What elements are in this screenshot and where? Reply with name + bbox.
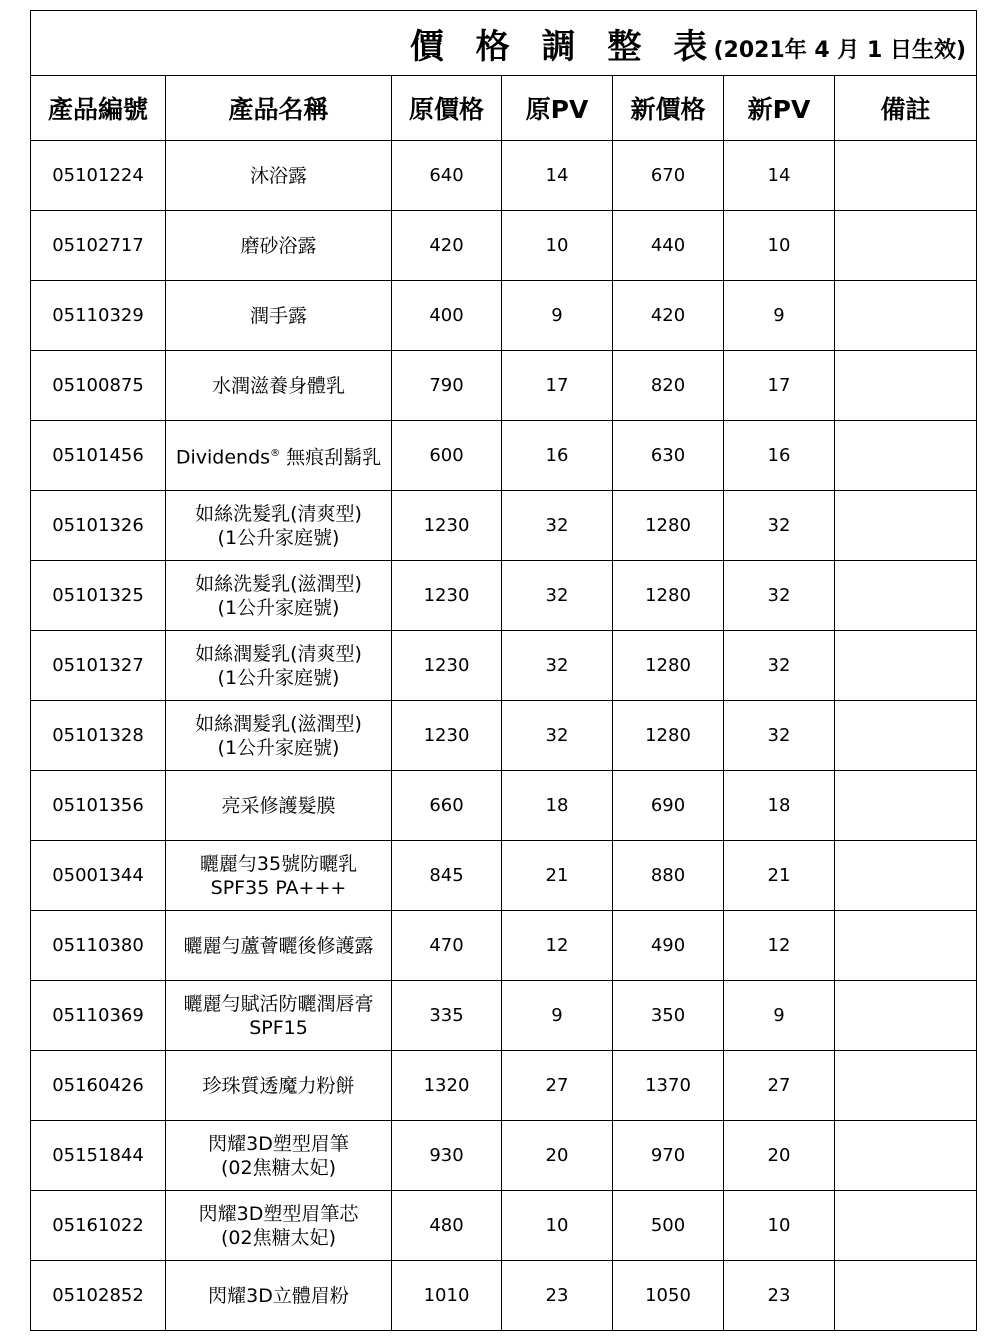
old-price-cell: 420 bbox=[392, 211, 502, 281]
old-price-cell: 335 bbox=[392, 981, 502, 1051]
old-pv-cell: 32 bbox=[502, 631, 613, 701]
product-name-cell bbox=[166, 211, 392, 281]
old-pv-cell: 10 bbox=[502, 1191, 613, 1261]
note-cell bbox=[835, 561, 977, 631]
product-name-line-2: (02焦糖太妃) bbox=[220, 1226, 336, 1249]
product-name-cell bbox=[166, 1051, 392, 1121]
old-price-cell: 930 bbox=[392, 1121, 502, 1191]
header-product-code: 產品編號 bbox=[31, 76, 166, 141]
product-name-line-1: 珍珠質透魔力粉餅 bbox=[202, 1074, 355, 1097]
new-price-cell: 880 bbox=[613, 841, 724, 911]
table-row bbox=[31, 141, 977, 211]
new-price-cell: 1280 bbox=[613, 561, 724, 631]
product-name-line-2: (1公升家庭號) bbox=[217, 526, 340, 549]
new-price-cell: 970 bbox=[613, 1121, 724, 1191]
note-cell bbox=[835, 1121, 977, 1191]
header-product-name: 產品名稱 bbox=[166, 76, 392, 141]
product-code-cell: 05101224 bbox=[31, 141, 166, 211]
new-pv-cell: 27 bbox=[724, 1051, 835, 1121]
note-cell bbox=[835, 981, 977, 1051]
product-name-cell bbox=[166, 351, 392, 421]
note-cell bbox=[835, 281, 977, 351]
product-name-line-2: (1公升家庭號) bbox=[217, 736, 340, 759]
table-row bbox=[31, 561, 977, 631]
new-pv-cell: 20 bbox=[724, 1121, 835, 1191]
old-price-cell: 1230 bbox=[392, 561, 502, 631]
product-code-cell: 05101326 bbox=[31, 491, 166, 561]
effective-date: (2021年 4 月 1 日生效) bbox=[713, 38, 967, 63]
product-name-line-1: 沐浴露 bbox=[249, 164, 307, 187]
old-price-cell: 1230 bbox=[392, 491, 502, 561]
header-new-price: 新價格 bbox=[613, 76, 724, 141]
product-name-cell bbox=[166, 911, 392, 981]
table-row bbox=[31, 771, 977, 841]
note-cell bbox=[835, 351, 977, 421]
note-cell bbox=[835, 211, 977, 281]
new-pv-cell: 17 bbox=[724, 351, 835, 421]
product-name-line-1: 閃耀3D塑型眉筆 bbox=[208, 1132, 349, 1155]
product-name-cell bbox=[166, 1121, 392, 1191]
note-cell bbox=[835, 1261, 977, 1331]
price-adjustment-table bbox=[30, 10, 977, 1331]
new-price-cell: 350 bbox=[613, 981, 724, 1051]
product-name-line-2: SPF15 bbox=[249, 1016, 308, 1039]
new-pv-cell: 23 bbox=[724, 1261, 835, 1331]
table-row bbox=[31, 421, 977, 491]
old-pv-cell: 23 bbox=[502, 1261, 613, 1331]
product-name-cell bbox=[166, 701, 392, 771]
old-pv-cell: 20 bbox=[502, 1121, 613, 1191]
new-pv-cell: 10 bbox=[724, 211, 835, 281]
old-price-cell: 640 bbox=[392, 141, 502, 211]
table-row bbox=[31, 211, 977, 281]
note-cell bbox=[835, 1191, 977, 1261]
product-code-cell: 05110380 bbox=[31, 911, 166, 981]
new-price-cell: 500 bbox=[613, 1191, 724, 1261]
page-title: 價 格 調 整 表 bbox=[409, 26, 718, 67]
product-name-line-1: 如絲潤髮乳(滋潤型) bbox=[195, 712, 362, 735]
old-price-cell: 1230 bbox=[392, 631, 502, 701]
old-price-cell: 1010 bbox=[392, 1261, 502, 1331]
product-code-cell: 05161022 bbox=[31, 1191, 166, 1261]
table-row bbox=[31, 701, 977, 771]
product-name-cell bbox=[166, 1191, 392, 1261]
new-pv-cell: 32 bbox=[724, 631, 835, 701]
old-pv-cell: 18 bbox=[502, 771, 613, 841]
old-price-cell: 790 bbox=[392, 351, 502, 421]
table-row bbox=[31, 281, 977, 351]
product-name-cell bbox=[166, 1261, 392, 1331]
product-name-line-1: 曬麗勻35號防曬乳 bbox=[199, 852, 358, 875]
old-price-cell: 480 bbox=[392, 1191, 502, 1261]
new-price-cell: 670 bbox=[613, 141, 724, 211]
product-code-cell: 05100875 bbox=[31, 351, 166, 421]
new-pv-cell: 12 bbox=[724, 911, 835, 981]
product-name-line-1: 磨砂浴露 bbox=[240, 234, 317, 257]
header-note: 備註 bbox=[835, 76, 977, 141]
product-name-cell bbox=[166, 841, 392, 911]
product-name-line-2: (1公升家庭號) bbox=[217, 596, 340, 619]
old-pv-cell: 16 bbox=[502, 421, 613, 491]
product-name-line-1: 曬麗勻賦活防曬潤唇膏 bbox=[183, 992, 374, 1015]
new-pv-cell: 21 bbox=[724, 841, 835, 911]
title-row bbox=[31, 11, 977, 76]
note-cell bbox=[835, 141, 977, 211]
product-name-line-1: 亮采修護髮膜 bbox=[221, 794, 336, 817]
new-price-cell: 690 bbox=[613, 771, 724, 841]
old-pv-cell: 9 bbox=[502, 281, 613, 351]
new-price-cell: 490 bbox=[613, 911, 724, 981]
note-cell bbox=[835, 631, 977, 701]
product-code-cell: 05101356 bbox=[31, 771, 166, 841]
old-pv-cell: 10 bbox=[502, 211, 613, 281]
product-name-cell bbox=[166, 631, 392, 701]
header-old-price: 原價格 bbox=[392, 76, 502, 141]
old-pv-cell: 27 bbox=[502, 1051, 613, 1121]
old-pv-cell: 14 bbox=[502, 141, 613, 211]
note-cell bbox=[835, 1051, 977, 1121]
product-name-cell bbox=[166, 141, 392, 211]
old-price-cell: 400 bbox=[392, 281, 502, 351]
note-cell bbox=[835, 771, 977, 841]
table-row bbox=[31, 1121, 977, 1191]
new-pv-cell: 9 bbox=[724, 981, 835, 1051]
old-pv-cell: 32 bbox=[502, 701, 613, 771]
new-pv-cell: 32 bbox=[724, 701, 835, 771]
old-price-cell: 1230 bbox=[392, 701, 502, 771]
old-price-cell: 1320 bbox=[392, 1051, 502, 1121]
old-pv-cell: 9 bbox=[502, 981, 613, 1051]
old-price-cell: 845 bbox=[392, 841, 502, 911]
old-pv-cell: 32 bbox=[502, 491, 613, 561]
new-price-cell: 1050 bbox=[613, 1261, 724, 1331]
note-cell bbox=[835, 421, 977, 491]
table-row bbox=[31, 981, 977, 1051]
product-name-line-2: (1公升家庭號) bbox=[217, 666, 340, 689]
product-code-cell: 05001344 bbox=[31, 841, 166, 911]
header-old-pv: 原PV bbox=[502, 76, 613, 141]
table-row bbox=[31, 1261, 977, 1331]
product-name-line-2: SPF35 PA+++ bbox=[210, 876, 347, 899]
note-cell bbox=[835, 491, 977, 561]
header-row bbox=[31, 76, 977, 141]
product-name-cell bbox=[166, 981, 392, 1051]
product-name-line-1: 閃耀3D立體眉粉 bbox=[208, 1284, 349, 1307]
new-price-cell: 1370 bbox=[613, 1051, 724, 1121]
product-code-cell: 05102717 bbox=[31, 211, 166, 281]
table-row bbox=[31, 1191, 977, 1261]
product-name-line-1: 如絲潤髮乳(清爽型) bbox=[195, 642, 362, 665]
note-cell bbox=[835, 701, 977, 771]
product-code-cell: 05110329 bbox=[31, 281, 166, 351]
new-pv-cell: 32 bbox=[724, 561, 835, 631]
new-pv-cell: 10 bbox=[724, 1191, 835, 1261]
product-code-cell: 05151844 bbox=[31, 1121, 166, 1191]
new-pv-cell: 32 bbox=[724, 491, 835, 561]
title-cell bbox=[31, 11, 977, 76]
new-pv-cell: 14 bbox=[724, 141, 835, 211]
product-name-line-1: 水潤滋養身體乳 bbox=[211, 374, 345, 397]
old-price-cell: 600 bbox=[392, 421, 502, 491]
new-pv-cell: 16 bbox=[724, 421, 835, 491]
product-code-cell: 05160426 bbox=[31, 1051, 166, 1121]
product-name-cell bbox=[166, 771, 392, 841]
new-price-cell: 1280 bbox=[613, 701, 724, 771]
product-code-cell: 05101327 bbox=[31, 631, 166, 701]
new-price-cell: 420 bbox=[613, 281, 724, 351]
new-pv-cell: 18 bbox=[724, 771, 835, 841]
product-code-cell: 05101328 bbox=[31, 701, 166, 771]
new-price-cell: 1280 bbox=[613, 631, 724, 701]
old-price-cell: 470 bbox=[392, 911, 502, 981]
note-cell bbox=[835, 841, 977, 911]
product-name-line-1: 閃耀3D塑型眉筆芯 bbox=[198, 1202, 359, 1225]
new-price-cell: 820 bbox=[613, 351, 724, 421]
new-pv-cell: 9 bbox=[724, 281, 835, 351]
table-row bbox=[31, 491, 977, 561]
old-pv-cell: 17 bbox=[502, 351, 613, 421]
product-name-line-1: 曬麗勻蘆薈曬後修護露 bbox=[183, 934, 374, 957]
header-new-pv: 新PV bbox=[724, 76, 835, 141]
product-name-line-1: 如絲洗髮乳(滋潤型) bbox=[195, 572, 362, 595]
product-name-cell bbox=[166, 561, 392, 631]
table-row bbox=[31, 351, 977, 421]
new-price-cell: 630 bbox=[613, 421, 724, 491]
product-code-cell: 05110369 bbox=[31, 981, 166, 1051]
product-name-cell bbox=[166, 491, 392, 561]
table-row bbox=[31, 841, 977, 911]
product-name-cell bbox=[166, 281, 392, 351]
product-name-cell bbox=[166, 421, 392, 491]
product-name-line-2: (02焦糖太妃) bbox=[220, 1156, 336, 1179]
note-cell bbox=[835, 911, 977, 981]
old-price-cell: 660 bbox=[392, 771, 502, 841]
product-name-line-1: Dividends® 無痕刮鬍乳 bbox=[175, 446, 382, 469]
product-name-line-1: 潤手露 bbox=[249, 304, 307, 327]
old-pv-cell: 32 bbox=[502, 561, 613, 631]
product-name-line-1: 如絲洗髮乳(清爽型) bbox=[195, 502, 362, 525]
table-row bbox=[31, 1051, 977, 1121]
product-code-cell: 05102852 bbox=[31, 1261, 166, 1331]
old-pv-cell: 21 bbox=[502, 841, 613, 911]
product-code-cell: 05101325 bbox=[31, 561, 166, 631]
new-price-cell: 1280 bbox=[613, 491, 724, 561]
old-pv-cell: 12 bbox=[502, 911, 613, 981]
table-row bbox=[31, 911, 977, 981]
table-row bbox=[31, 631, 977, 701]
product-code-cell: 05101456 bbox=[31, 421, 166, 491]
new-price-cell: 440 bbox=[613, 211, 724, 281]
